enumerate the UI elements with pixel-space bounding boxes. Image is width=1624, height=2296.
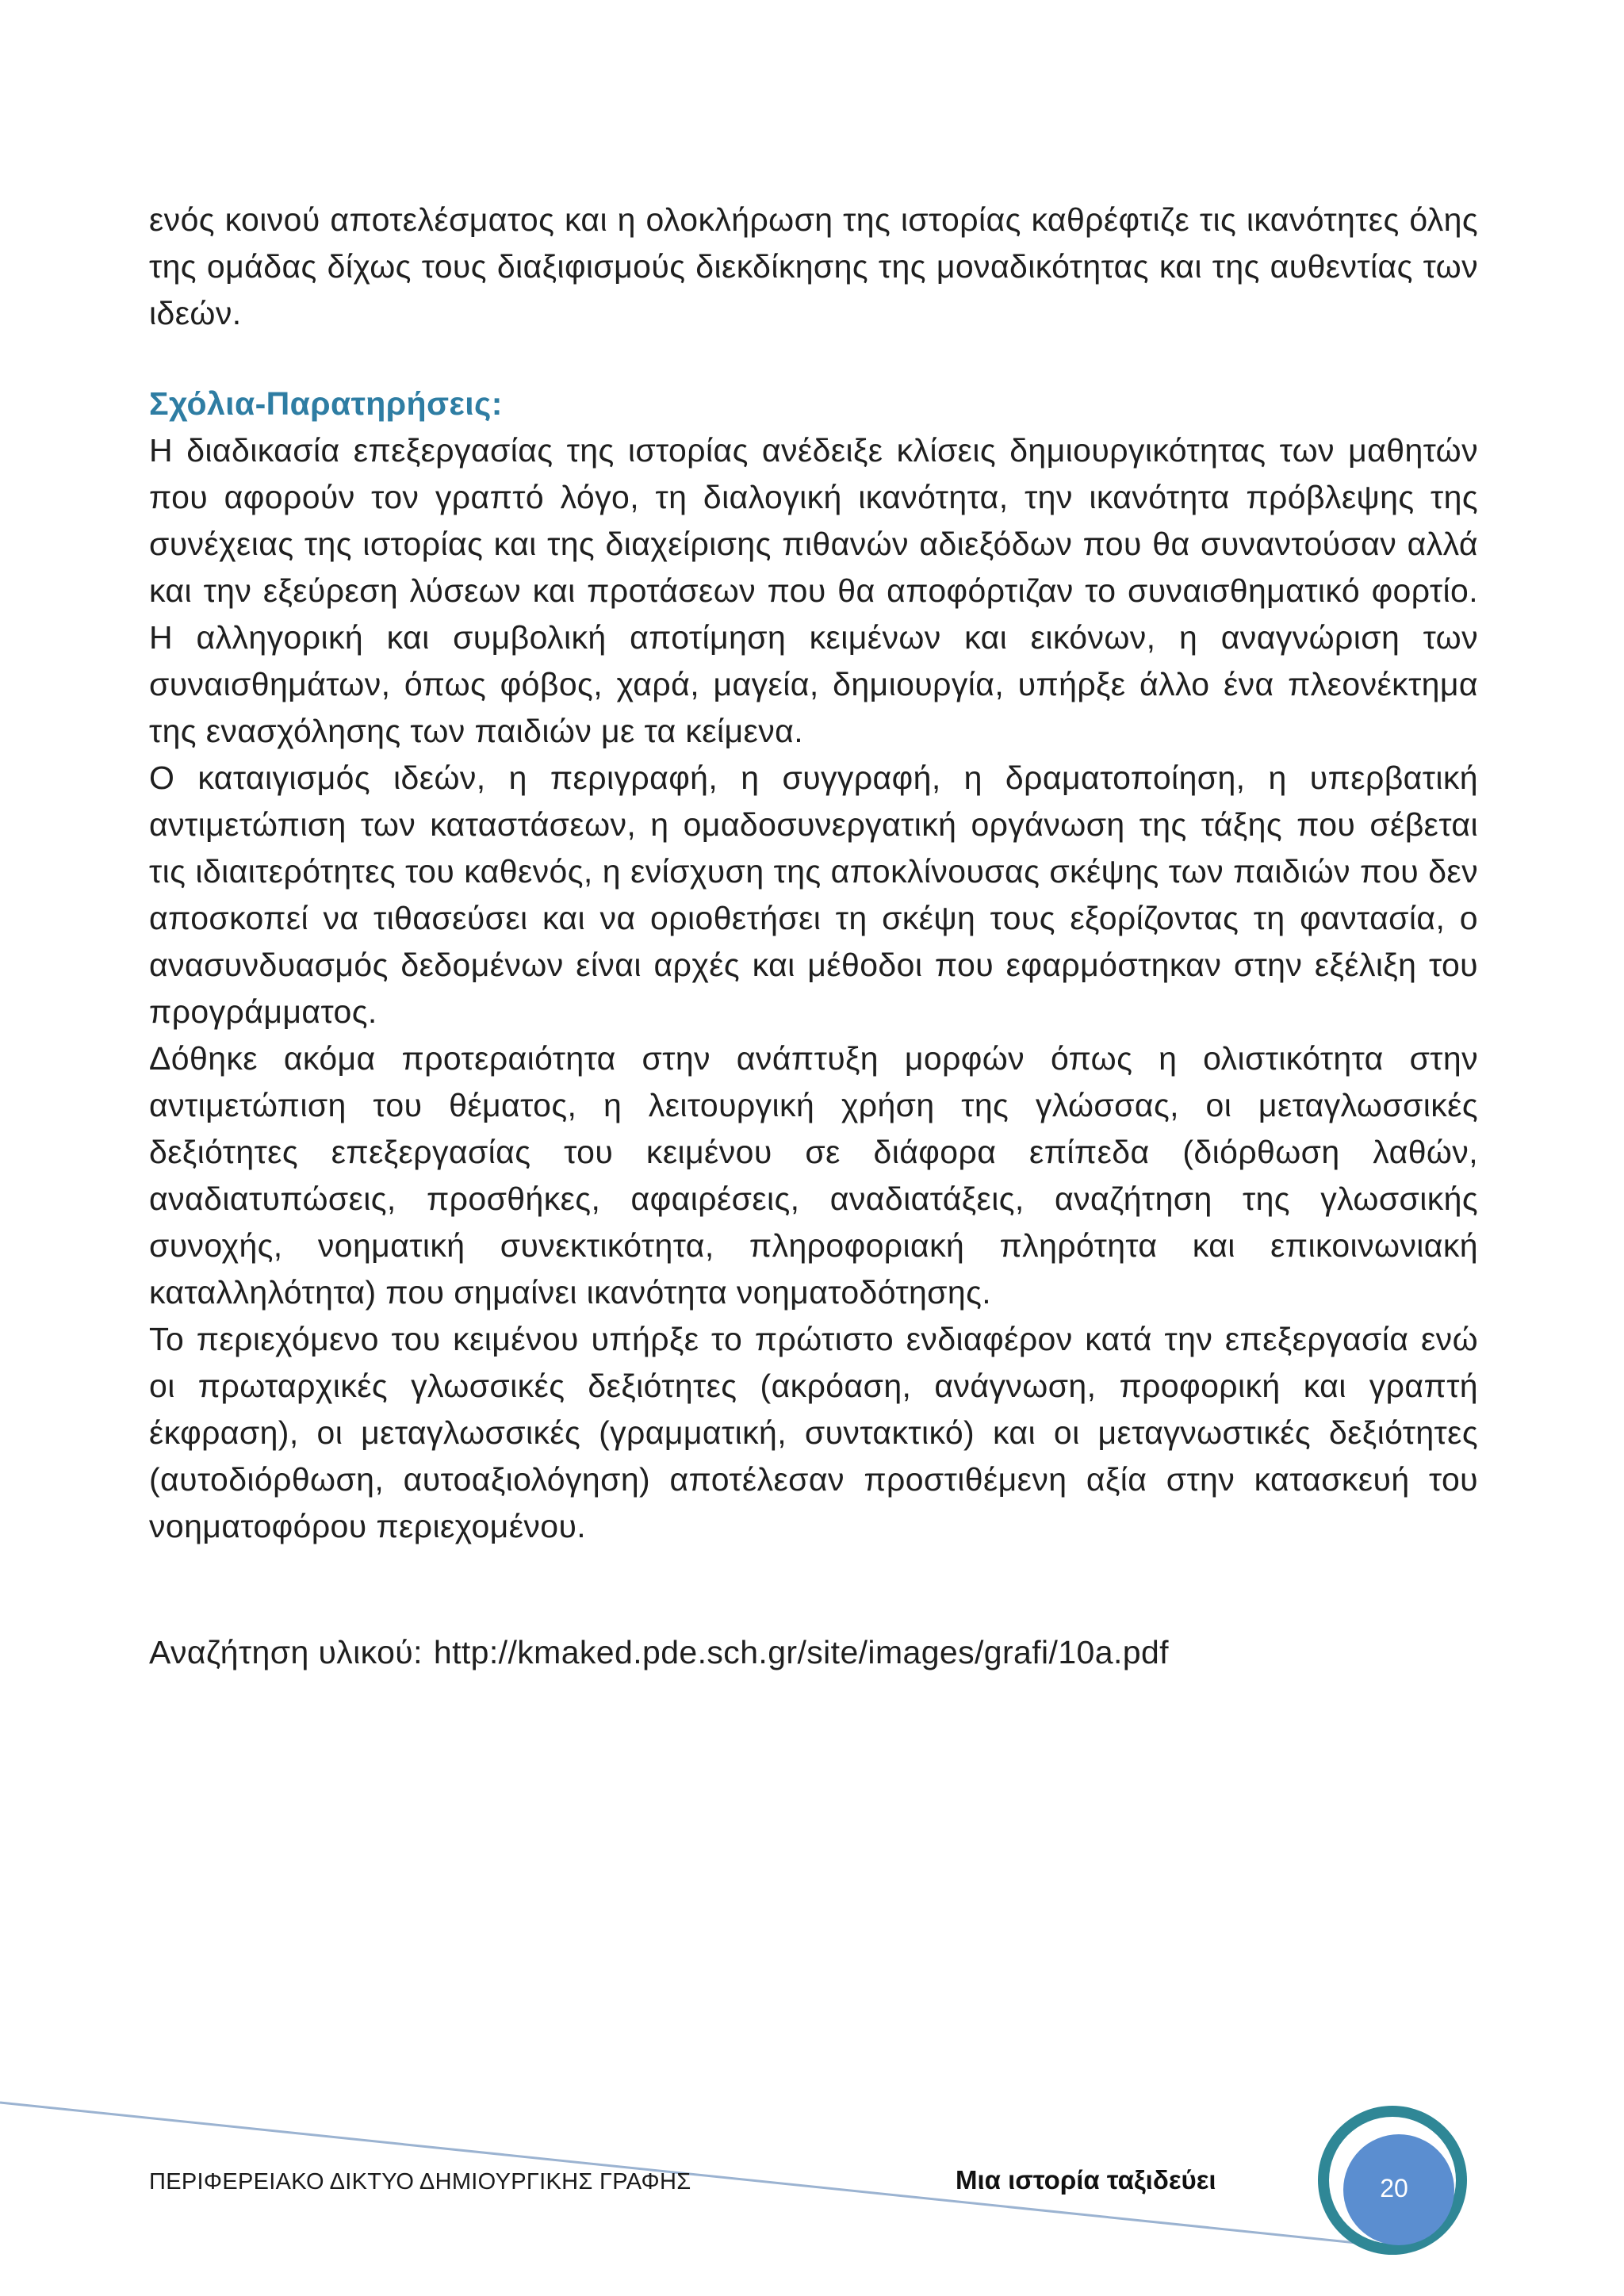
section-paragraph-3: Δόθηκε ακόμα προτεραιότητα στην ανάπτυξη μορφών όπως η ολιστικότητα στην αντιμετώπιση του θέματος, η λειτουργική χρήση της γλώσσας, οι μεταγλωσσικές δεξιότητες επεξεργασίας του κειμένου σε διάφορα επίπεδα (διόρθωση λαθών, αναδιατυπώσεις, προσθήκες, αφαιρέσεις, αναδιατάξεις, αναζήτηση της γλωσσικής συνοχής, νοηματική συνεκτικότητα, πληροφοριακή πληρότητα και επικοινωνιακή καταλληλότητα) που σημαίνει ικανότητα νοηματοδότησης. [149,1040,1478,1311]
material-label: Αναζήτηση υλικού: [149,1634,423,1670]
section-heading: Σχόλια-Παρατηρήσεις: [149,385,503,422]
section-paragraph-1: Η διαδικασία επεξεργασίας της ιστορίας ανέδειξε κλίσεις δημιουργικότητας των μαθητών που αφορούν τον γραπτό λόγο, τη διαλογική ικανότητα, την ικανότητα πρόβλεψης της συνέχειας της ιστορίας και της διαχείρισης πιθανών αδιεξόδων που θα συναντούσαν αλλά και την εξεύρεση λύσεων και προτάσεων που θα αποφόρτιζαν το συναισθηματικό φορτίο. Η αλληγορική και συμβολική αποτίμηση κειμένων και εικόνων, η αναγνώριση των συναισθημάτων, όπως φόβος, χαρά, μαγεία, δημιουργία, υπήρξε άλλο ένα πλεονέκτημα της ενασχόλησης των παιδιών με τα κείμενα. [149,432,1478,749]
section-paragraph-2: Ο καταιγισμός ιδεών, η περιγραφή, η συγγραφή, η δραματοποίηση, η υπερβατική αντιμετώπιση των καταστάσεων, η ομαδοσυνεργατική οργάνωση της τάξης που σέβεται τις ιδιαιτερότητες του καθενός, η ενίσχυση της αποκλίνουσας σκέψης των παιδιών που δεν αποσκοπεί να τιθασεύσει και να οριοθετήσει τη σκέψη τους εξορίζοντας τη φαντασία, ο ανασυνδυασμός δεδομένων είναι αρχές και μέθοδοι που εφαρμόστηκαν στην εξέλιξη του προγράμματος. [149,760,1478,1030]
material-link[interactable]: http://kmaked.pde.sch.gr/site/images/grafi/10a.pdf [433,1634,1169,1670]
section-paragraph-4: Το περιεχόμενο του κειμένου υπήρξε το πρώτιστο ενδιαφέρον κατά την επεξεργασία ενώ οι πρωταρχικές γλωσσικές δεξιότητες (ακρόαση, ανάγνωση, προφορική και γραπτή έκφραση), οι μεταγλωσσικές (γραμματική, συντακτικό) και οι μεταγνωστικές δεξιότητες (αυτοδιόρθωση, αυτοαξιολόγηση) αποτέλεσαν προστιθέμενη αξία στην κατασκευή του νοηματοφόρου περιεχομένου. [149,1321,1478,1544]
intro-paragraph: ενός κοινού αποτελέσματος και η ολοκλήρωση της ιστορίας καθρέφτιζε τις ικανότητες όλης της ομάδας δίχως τους διαξιφισμούς διεκδίκησης της μοναδικότητας και της αυθεντίας των ιδεών. [149,201,1478,331]
footer-document-title: Μια ιστορία ταξιδεύει [956,2165,1216,2195]
page-number: 20 [1380,2174,1408,2202]
footer-network-name: ΠΕΡΙΦΕΡΕΙΑΚΟ ΔΙΚΤΥΟ ΔΗΜΙΟΥΡΓΙΚΗΣ ΓΡΑΦΗΣ [149,2169,691,2195]
